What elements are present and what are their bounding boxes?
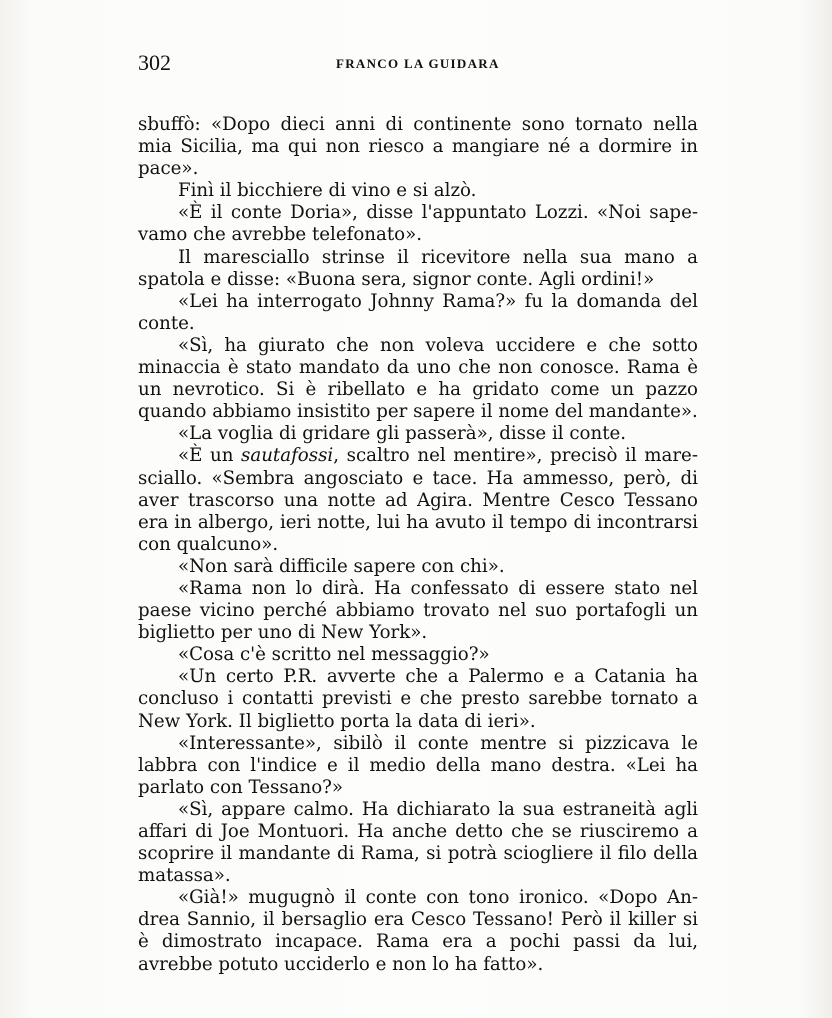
paragraph: «Già!» mugugnò il conte con tono ironico. «Dopo Andrea Sannio, il bersaglio era Cesco Tessano! Però il killer si è dimostrato incapace. Rama era a pochi passi da lui, avrebbe potuto ucciderlo e non lo ha fatto». [138, 887, 698, 975]
paragraph: Finì il bicchiere di vino e si alzò. [178, 180, 477, 202]
paragraph: «Interessante», sibilò il conte mentre si pizzicava le labbra con l'indice e il medio della mano destra. «Lei ha parlato con Tessano?» [138, 732, 698, 798]
italic-term: sautafossi [241, 445, 334, 467]
body-text [138, 114, 698, 976]
paragraph: «È il conte Doria», disse l'appuntato Lozzi. «Noi sapevamo che avrebbe telefonato». [138, 202, 698, 246]
text-segment: «È un [178, 445, 242, 467]
text-segment: , scaltro nel mentire», precisò il maresciallo. «Sembra angosciato e tace. Ha ammesso, però, di aver trascorso una notte ad Agira. Mentre Cesco Tessano era in albergo, ieri notte, lui ha avuto il tempo di incontrarsi con qualcuno». [138, 445, 698, 555]
running-head: FRANCO LA GUIDARA [336, 56, 500, 71]
paragraph: «Sì, appare calmo. Ha dichiarato la sua estraneità agli affari di Joe Montuori. Ha anche detto che se riusciremo a scoprire il mandante di Rama, si potrà sciogliere il filo della matassa». [138, 798, 698, 887]
paragraph: «Un certo P.R. avverte che a Palermo e a Catania ha concluso i contatti previsti e che presto sarebbe tornato a New York. Il biglietto porta la data di ieri». [138, 666, 698, 732]
paragraph: sbuffò: «Dopo dieci anni di continente sono tornato nella mia Sicilia, ma qui non riesco a mangiare né a dormire in pace». [138, 114, 698, 180]
paragraph-with-italic [138, 445, 698, 555]
paragraph: Il maresciallo strinse il ricevitore nella sua mano a spatola e disse: «Buona sera, signor conte. Agli ordini!» [138, 246, 698, 290]
paragraph: «La voglia di gridare gli passerà», disse il conte. [178, 423, 627, 445]
paragraph: «Rama non lo dirà. Ha confessato di essere stato nel paese vicino perché abbiamo trovato nel suo portafogli un biglietto per uno di New York». [138, 577, 698, 644]
paragraph: «Sì, ha giurato che non voleva uccidere e che sotto minaccia è stato mandato da uno che non conosce. Rama è un nevrotico. Si è ribellato e ha gridato come un pazzo quando abbiamo insistito per sapere il nome del mandante». [138, 334, 698, 423]
paragraph: «Lei ha interrogato Johnny Rama?» fu la domanda del conte. [138, 290, 698, 334]
paragraph: «Non sarà difficile sapere con chi». [178, 555, 505, 577]
paragraph: «Cosa c'è scritto nel messaggio?» [178, 644, 490, 666]
page-number: 302 [138, 50, 171, 75]
page-header [138, 50, 698, 80]
